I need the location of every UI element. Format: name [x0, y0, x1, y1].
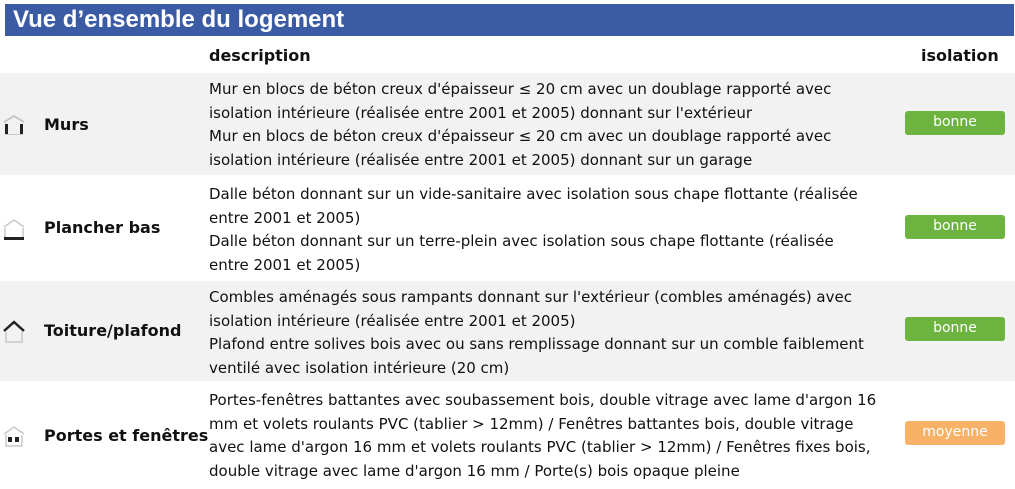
row-label: Toiture/plafond: [44, 321, 182, 340]
table-row-portes-fenetres: [0, 384, 1015, 488]
table-row-toiture-plafond: [0, 281, 1015, 381]
row-description: Mur en blocs de béton creux d'épaisseur ≤ 20 cm avec un doublage rapporté avec isolation intérieure (réalisée entre 2001 et 2005) donnant sur l'extérieur Mur en blocs de béton creux d'épaisseur ≤ 20 cm avec un doublage rapporté avec isolation intérieure (réalisée entre 2001 et 2005) donnant sur un garage: [209, 80, 832, 169]
roof-icon: [2, 319, 26, 343]
rating-badge: moyenne: [905, 421, 1005, 445]
windows-icon: [2, 424, 26, 448]
row-label: Plancher bas: [44, 218, 161, 237]
floor-icon: [2, 216, 26, 240]
rating-badge: bonne: [905, 111, 1005, 135]
rating-badge: bonne: [905, 215, 1005, 239]
isolation-column-header: isolation: [921, 46, 999, 65]
row-description: Dalle béton donnant sur un vide-sanitaire avec isolation sous chape flottante (réalisée entre 2001 et 2005) Dalle béton donnant sur un terre-plein avec isolation sous chape flottante (réalisée entre 2001 et 2005): [209, 185, 858, 274]
row-label: Murs: [44, 115, 89, 134]
row-description: Portes-fenêtres battantes avec soubassement bois, double vitrage avec lame d'argon 16 mm et volets roulants PVC (tablier > 12mm) / Fenêtres battantes bois, double vitrage avec lame d'argon 16 mm et volets roulants PVC (tablier > 12mm) / Fenêtres fixes bois, double vitrage avec lame d'argon 16 mm / Porte(s) bois opaque pleine: [209, 391, 877, 480]
row-label: Portes et fenêtres: [44, 426, 209, 445]
page-title: Vue d’ensemble du logement: [5, 4, 1014, 36]
description-column-header: description: [209, 46, 311, 65]
row-description: Combles aménagés sous rampants donnant sur l'extérieur (combles aménagés) avec isolation intérieure (réalisée entre 2001 et 2005) Plafond entre solives bois avec ou sans remplissage donnant sur un comble faiblement ventilé avec isolation intérieure (20 cm): [209, 288, 864, 377]
table-row-murs: [0, 73, 1015, 175]
table-row-plancher-bas: [0, 178, 1015, 278]
wall-icon: [2, 112, 26, 136]
rating-badge: bonne: [905, 317, 1005, 341]
